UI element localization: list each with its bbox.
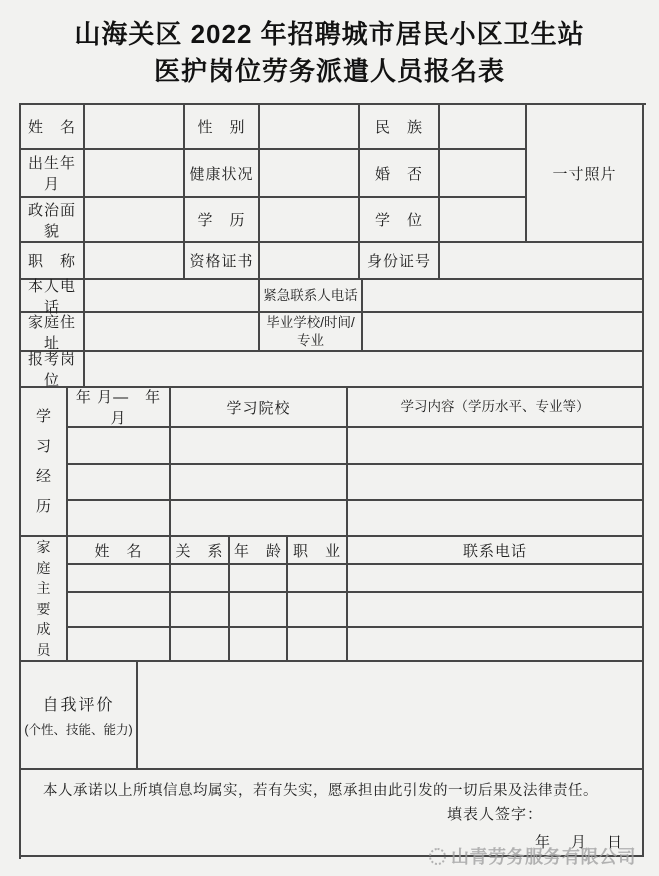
company-logo-icon [429, 848, 446, 865]
personal-phone-label: 本人电话 [21, 280, 85, 313]
education-label: 学 历 [185, 198, 260, 243]
form-title-line1: 山海关区 2022 年招聘城市居民小区卫生站 [74, 19, 585, 49]
id-number-value-cell [440, 243, 644, 280]
self-evaluation-label-cell [21, 662, 138, 770]
graduation-label-line1: 毕业学校/时间/ [266, 314, 355, 330]
form-title [0, 16, 659, 90]
ethnicity-value-cell [440, 105, 527, 150]
applied-position-value-cell [85, 352, 644, 388]
family-job-cell [288, 593, 348, 628]
home-address-value-cell [85, 313, 260, 352]
marital-label: 婚 否 [360, 150, 440, 198]
application-form-table [19, 103, 646, 859]
photo-cell: 一寸照片 [527, 105, 644, 243]
family-phone-header: 联系电话 [348, 537, 644, 565]
family-name-cell [68, 593, 171, 628]
signature-label: 填表人签字： [447, 806, 544, 823]
study-period-header: 年 月— 年 月 [68, 388, 171, 428]
emergency-phone-value-cell [363, 280, 644, 313]
family-phone-cell [348, 593, 644, 628]
emergency-phone-label: 紧急联系人电话 [260, 280, 363, 313]
certificate-value-cell [260, 243, 360, 280]
study-school-cell [171, 465, 348, 501]
family-name-cell [68, 565, 171, 593]
family-age-cell [230, 628, 288, 662]
education-value-cell [260, 198, 360, 243]
form-title-line2: 医护岗位劳务派遣人员报名表 [153, 56, 505, 86]
self-evaluation-title: 自我评价 [42, 697, 115, 714]
study-history-vertical-text: 学习经历 [35, 407, 51, 515]
personal-phone-value-cell [85, 280, 260, 313]
family-phone-cell [348, 628, 644, 662]
graduation-label-line2: 专业 [297, 332, 324, 348]
family-relation-cell [171, 628, 230, 662]
health-label: 健康状况 [185, 150, 260, 198]
study-history-section-label [21, 388, 68, 537]
family-job-header: 职 业 [288, 537, 348, 565]
ethnicity-label: 民 族 [360, 105, 440, 150]
family-phone-cell [348, 565, 644, 593]
job-title-label: 职 称 [21, 243, 85, 280]
name-value-cell [85, 105, 185, 150]
political-value-cell [85, 198, 185, 243]
declaration-statement: 本人承诺以上所填信息均属实，若有失实，愿承担由此引发的一切后果及法律责任。 [43, 783, 598, 799]
graduation-value-cell [363, 313, 644, 352]
family-name-cell [68, 628, 171, 662]
certificate-label: 资格证书 [185, 243, 260, 280]
gender-value-cell [260, 105, 360, 150]
study-content-cell [348, 465, 644, 501]
family-relation-cell [171, 565, 230, 593]
study-content-cell [348, 428, 644, 465]
graduation-label [260, 313, 363, 352]
study-school-header: 学习院校 [171, 388, 348, 428]
applied-position-label: 报考岗位 [21, 352, 85, 388]
id-number-label: 身份证号 [360, 243, 440, 280]
family-job-cell [288, 565, 348, 593]
study-period-cell [68, 465, 171, 501]
company-watermark [429, 843, 636, 869]
family-age-cell [230, 565, 288, 593]
study-school-cell [171, 501, 348, 537]
family-members-vertical-text: 家庭主要成员 [36, 539, 51, 658]
study-period-cell [68, 428, 171, 465]
home-address-label: 家庭住址 [21, 313, 85, 352]
job-title-value-cell [85, 243, 185, 280]
study-school-cell [171, 428, 348, 465]
family-relation-cell [171, 593, 230, 628]
name-label: 姓 名 [21, 105, 85, 150]
company-watermark-text: 山青劳务服务有限公司 [451, 847, 636, 867]
gender-label: 性 别 [185, 105, 260, 150]
self-evaluation-value-cell [138, 662, 644, 770]
family-relation-header: 关 系 [171, 537, 230, 565]
birth-date-value-cell [85, 150, 185, 198]
family-age-cell [230, 593, 288, 628]
date-label: 年 月 日 [535, 834, 626, 851]
family-members-section-label [21, 537, 68, 662]
political-label: 政治面貌 [21, 198, 85, 243]
self-evaluation-subtitle: (个性、技能、能力) [24, 723, 133, 737]
marital-value-cell [440, 150, 527, 198]
study-content-header: 学习内容（学历水平、专业等） [348, 388, 644, 428]
degree-label: 学 位 [360, 198, 440, 243]
family-age-header: 年 龄 [230, 537, 288, 565]
health-value-cell [260, 150, 360, 198]
study-content-cell [348, 501, 644, 537]
degree-value-cell [440, 198, 527, 243]
study-period-cell [68, 501, 171, 537]
family-job-cell [288, 628, 348, 662]
birth-date-label: 出生年月 [21, 150, 85, 198]
family-name-header: 姓 名 [68, 537, 171, 565]
